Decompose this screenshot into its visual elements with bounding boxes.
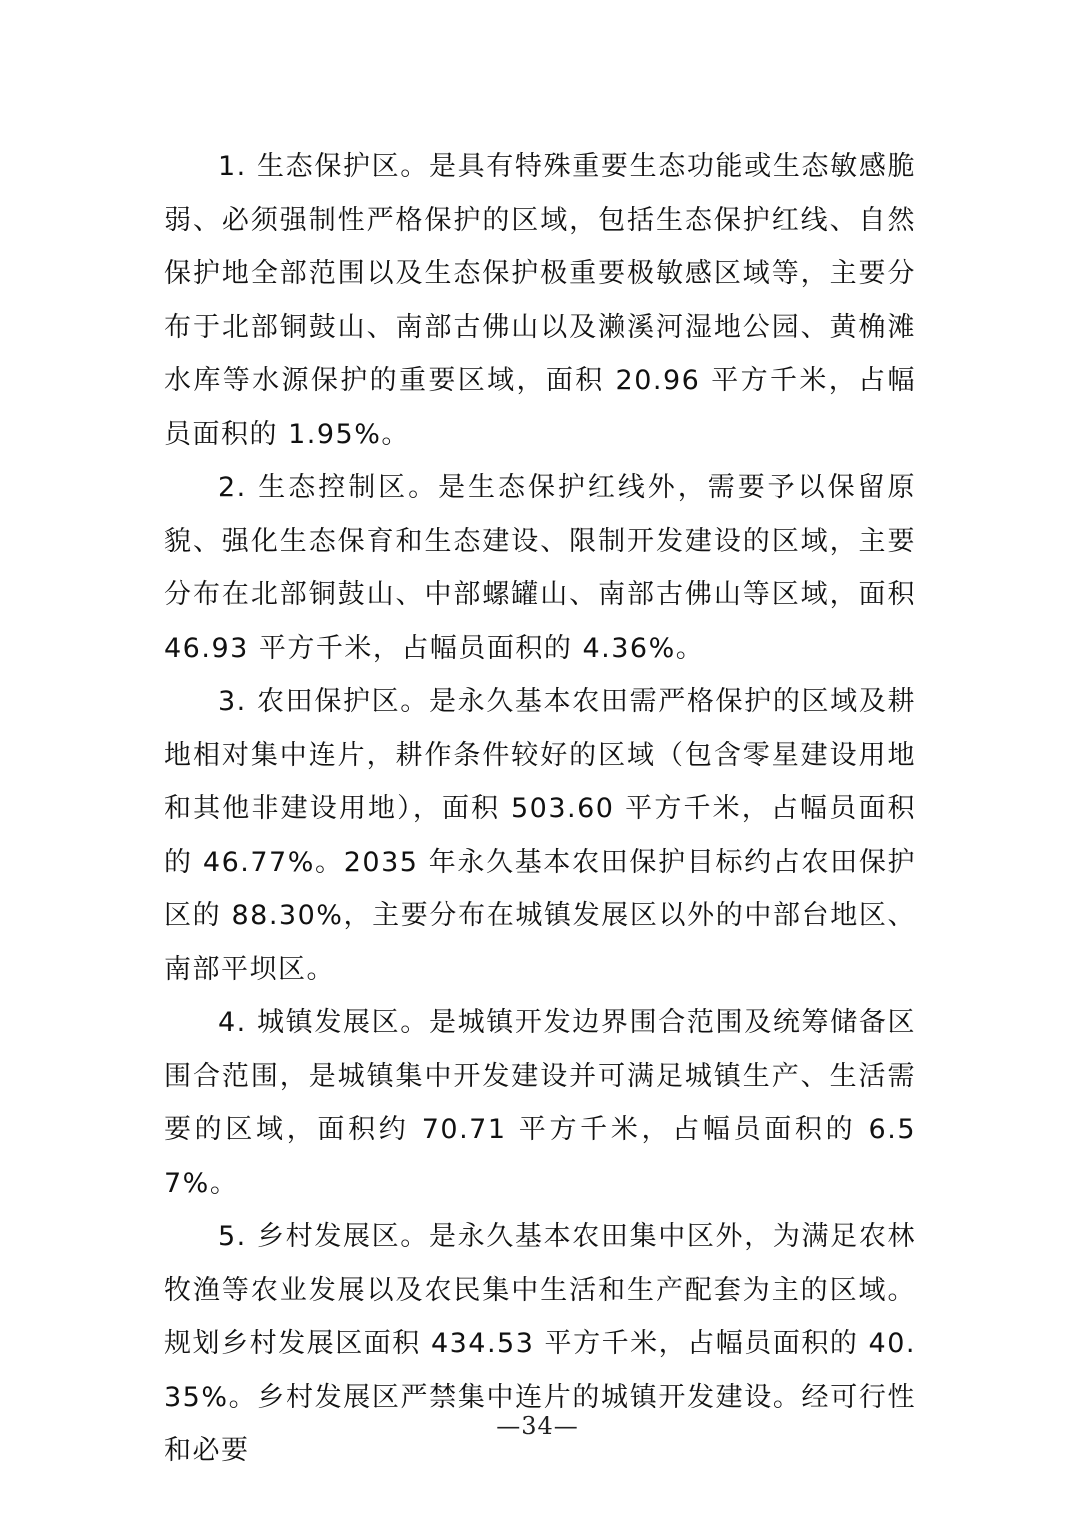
page-number: —34— bbox=[496, 1412, 579, 1440]
paragraph-farmland-protection-zone: 3. 农田保护区。是永久基本农田需严格保护的区域及耕地相对集中连片，耕作条件较好的区域（包含零星建设用地和其他非建设用地），面积 503.60 平方千米，占幅员面积的 46.77%。2035 年永久基本农田保护目标约占农田保护区的 88.30%，主要分布在城镇发展区以外的中部台地区、南部平坝区。 bbox=[164, 686, 916, 985]
page-body bbox=[164, 140, 916, 1478]
paragraph-urban-development-zone: 4. 城镇发展区。是城镇开发边界围合范围及统筹储备区围合范围，是城镇集中开发建设并可满足城镇生产、生活需要的区域，面积约 70.71 平方千米，占幅员面积的 6.57%。 bbox=[164, 1007, 916, 1199]
paragraph-ecological-protection-zone: 1. 生态保护区。是具有特殊重要生态功能或生态敏感脆弱、必须强制性严格保护的区域，包括生态保护红线、自然保护地全部范围以及生态保护极重要极敏感区域等，主要分布于北部铜鼓山、南部古佛山以及濑溪河湿地公园、黄桷滩水库等水源保护的重要区域，面积 20.96 平方千米，占幅员面积的 1.95%。 bbox=[164, 151, 916, 450]
paragraph-ecological-control-zone: 2. 生态控制区。是生态保护红线外，需要予以保留原貌、强化生态保育和生态建设、限制开发建设的区域，主要分布在北部铜鼓山、中部螺罐山、南部古佛山等区域，面积 46.93 平方千米，占幅员面积的 4.36%。 bbox=[164, 472, 916, 664]
paragraph-rural-development-zone: 5. 乡村发展区。是永久基本农田集中区外，为满足农林牧渔等农业发展以及农民集中生活和生产配套为主的区域。规划乡村发展区面积 434.53 平方千米，占幅员面积的 40.35%。乡村发展区严禁集中连片的城镇开发建设。经可行性和必要 bbox=[164, 1221, 916, 1466]
